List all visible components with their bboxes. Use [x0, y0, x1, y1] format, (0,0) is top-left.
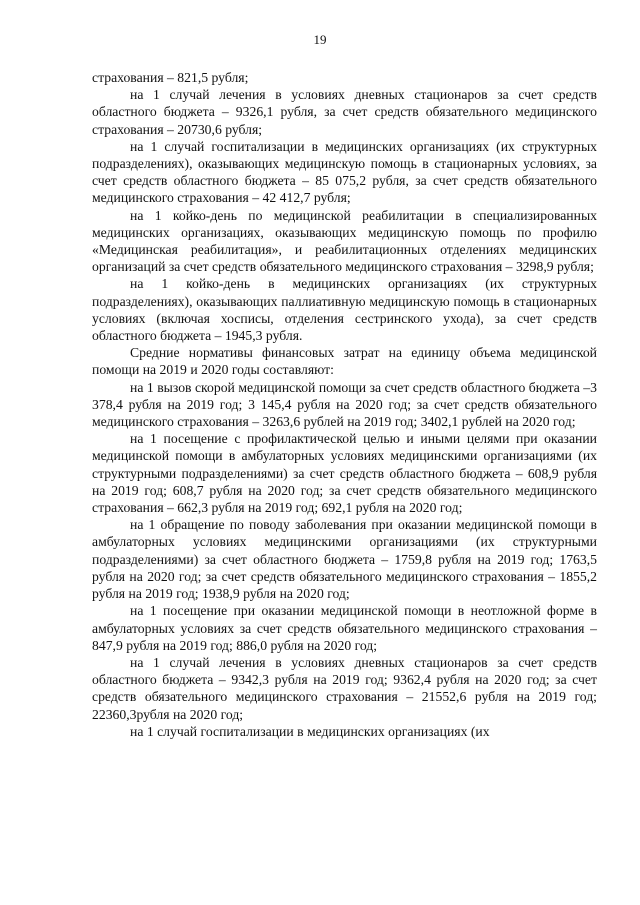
- paragraph-2: на 1 случай лечения в условиях дневных стационаров за счет средств областного бюджета – 9326,1 рубля, за счет средств обязательного медицинского страхования – 20730,6 рубля;: [92, 87, 597, 137]
- paragraph-12: на 1 случай госпитализации в медицинских организациях (их: [130, 723, 490, 739]
- page-number: 19: [313, 32, 327, 47]
- paragraph-3: на 1 случай госпитализации в медицинских организациях (их структурных подразделениях), оказывающих медицинскую помощь в стационарных условиях, за счет средств областного бюджета – 85 075,2 рубля, за счет средств обязательного медицинского страхования – 42 412,7 рубля;: [92, 138, 597, 206]
- paragraph-7: на 1 вызов скорой медицинской помощи за счет средств областного бюджета –3 378,4 рубля на 2019 год; 3 145,4 рубля на 2020 год; за счет средств обязательного медицинского страхования – 3263,6 рублей на 2019 год; 3402,1 рублей на 2020 год;: [92, 379, 597, 430]
- paragraph-6: Средние нормативы финансовых затрат на единицу объема медицинской помощи на 2019 и 2020 годы составляют:: [92, 345, 597, 378]
- paragraph-8: на 1 посещение с профилактической целью и иными целями при оказании медицинской помощи в амбулаторных условиях медицинскими организациями (их структурными подразделениями) за счет средств областного бюджета – 608,9 рубля на 2019 год; 608,7 рубля на 2020 год; за счет средств обязательного медицинского страхования – 662,3 рубля на 2019 год; 692,1 рубля на 2020 год;: [92, 431, 597, 516]
- paragraph-1: страхования – 821,5 рубля;: [92, 70, 249, 85]
- paragraph-9: на 1 обращение по поводу заболевания при оказании медицинской помощи в амбулаторных условиях медицинскими организациями (их структурными подразделениями) за счет областного бюджета – 1759,8 рубля на 2019 год; 1763,5 рубля на 2020 год; за счет средств обязательного медицинского страхования – 1855,2 рубля на 2019 год; 1938,9 рубля на 2020 год;: [92, 517, 597, 602]
- paragraph-11: на 1 случай лечения в условиях дневных стационаров за счет средств областного бюджета – 9342,3 рубля на 2019 год; 9362,4 рубля на 2020 год; за счет средств обязательного медицинского страхования – 21552,6 рубля на 2019 год; 22360,3рубля на 2020 год;: [92, 654, 597, 722]
- paragraph-5: на 1 койко-день в медицинских организациях (их структурных подразделениях), оказывающих паллиативную медицинскую помощь в стационарных условиях (включая хосписы, отделения сестринского ухода), за счет средств областного бюджета – 1945,3 рубля.: [92, 276, 597, 344]
- paragraph-10: на 1 посещение при оказании медицинской помощи в неотложной форме в амбулаторных условиях за счет средств обязательного медицинского страхования – 847,9 рубля на 2019 год; 886,0 рубля на 2020 год;: [92, 603, 597, 653]
- paragraph-4: на 1 койко-день по медицинской реабилитации в специализированных медицинских организациях, оказывающих медицинскую помощь по профилю «Медицинская реабилитация», и реабилитационных отделениях медицинских организаций за счет средств обязательного медицинского страхования – 3298,9 рубля;: [92, 207, 597, 275]
- document-body: [92, 69, 597, 740]
